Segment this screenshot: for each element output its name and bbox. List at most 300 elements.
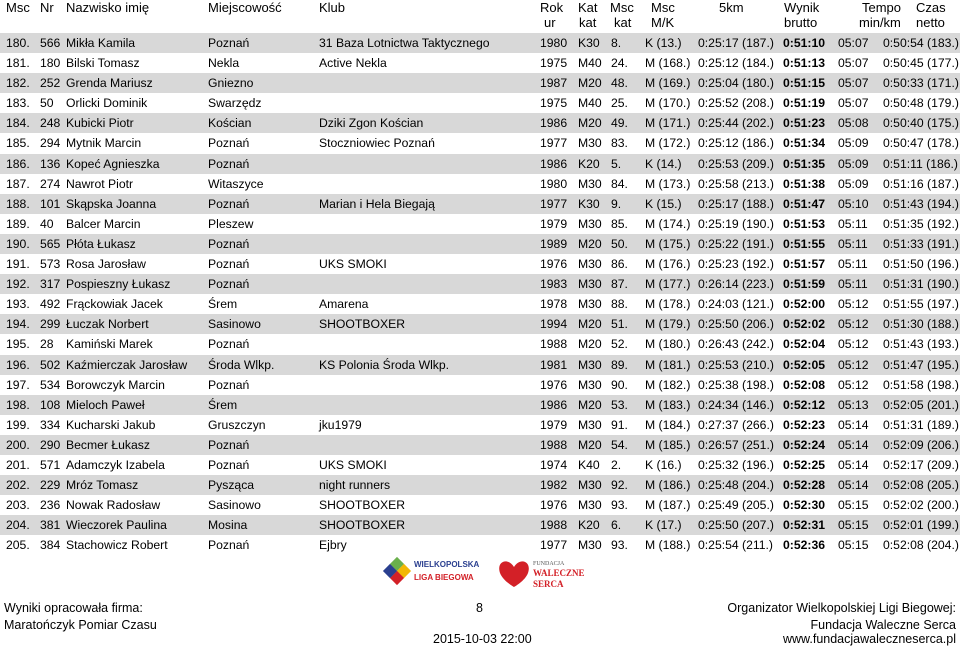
cell-gender-place: M (186.)	[645, 478, 691, 493]
cell-runner-name: Stachowicz Robert	[66, 538, 168, 553]
cell-position: 183.	[6, 96, 30, 111]
cell-city: Śrem	[208, 397, 238, 412]
cell-category-place: 92.	[611, 478, 628, 493]
cell-net-time: 0:51:31 (189.)	[883, 417, 959, 432]
cell-birth-year: 1977	[540, 538, 568, 553]
cell-pace: 05:14	[838, 478, 869, 493]
cell-birth-year: 1982	[540, 478, 568, 493]
cell-category-place: 86.	[611, 257, 628, 272]
cell-club: UKS SMOKI	[319, 457, 387, 472]
cell-net-time: 0:52:05 (201.)	[883, 397, 959, 412]
cell-category: M30	[578, 216, 602, 231]
cell-birth-year: 1988	[540, 518, 568, 533]
cell-city: Poznań	[208, 377, 250, 392]
cell-gender-place: M (182.)	[645, 377, 691, 392]
cell-pace: 05:11	[838, 216, 868, 231]
cell-birth-year: 1988	[540, 437, 568, 452]
cell-position: 195.	[6, 337, 30, 352]
cell-position: 185.	[6, 136, 30, 151]
cell-gross-time: 0:51:55	[783, 236, 826, 251]
cell-gender-place: M (181.)	[645, 357, 691, 372]
cell-category-place: 6.	[611, 518, 622, 533]
cell-runner-name: Kaźmierczak Jarosław	[66, 357, 188, 372]
cell-club: Stoczniowiec Poznań	[319, 136, 435, 151]
cell-net-time: 0:51:30 (188.)	[883, 317, 959, 332]
cell-pace: 05:09	[838, 176, 869, 191]
cell-city: Śrem	[208, 297, 238, 312]
cell-position: 193.	[6, 297, 30, 312]
cell-runner-name: Grenda Mariusz	[66, 76, 153, 91]
footer-company: Maratończyk Pomiar Czasu	[4, 618, 157, 632]
cell-category: M30	[578, 297, 602, 312]
cell-city: Poznań	[208, 277, 250, 292]
cell-position: 197.	[6, 377, 30, 392]
cell-pace: 05:12	[838, 377, 869, 392]
cell-pace: 05:14	[838, 437, 869, 452]
cell-gender-place: M (173.)	[645, 176, 691, 191]
cell-net-time: 0:51:33 (191.)	[883, 236, 959, 251]
cell-category-place: 93.	[611, 538, 628, 553]
cell-position: 203.	[6, 498, 30, 513]
cell-gender-place: M (176.)	[645, 257, 691, 272]
cell-pace: 05:07	[838, 56, 869, 71]
cell-position: 181.	[6, 56, 30, 71]
cell-5km-split: 0:25:49 (205.)	[698, 498, 774, 513]
cell-5km-split: 0:24:03 (121.)	[698, 297, 774, 312]
cell-category: M30	[578, 417, 602, 432]
cell-5km-split: 0:25:19 (190.)	[698, 216, 774, 231]
header-czas: Czas	[916, 0, 946, 15]
cell-bib-number: 492	[40, 297, 61, 312]
cell-city: Poznań	[208, 538, 250, 553]
logo-right-line1: FUNDACJA	[533, 561, 565, 567]
cell-city: Swarzędz	[208, 96, 262, 111]
cell-bib-number: 573	[40, 257, 61, 272]
cell-birth-year: 1976	[540, 257, 568, 272]
cell-gender-place: M (188.)	[645, 538, 691, 553]
cell-bib-number: 229	[40, 478, 61, 493]
cell-net-time: 0:51:11 (186.)	[883, 156, 958, 171]
cell-category: M20	[578, 317, 602, 332]
cell-bib-number: 290	[40, 437, 61, 452]
cell-gross-time: 0:52:08	[783, 377, 826, 392]
cell-category-place: 83.	[611, 136, 628, 151]
cell-birth-year: 1977	[540, 136, 568, 151]
cell-category: M40	[578, 96, 602, 111]
cell-birth-year: 1986	[540, 116, 568, 131]
cell-net-time: 0:51:47 (195.)	[883, 357, 959, 372]
cell-net-time: 0:51:43 (194.)	[883, 196, 959, 211]
cell-city: Poznań	[208, 236, 250, 251]
cell-net-time: 0:52:01 (199.)	[883, 518, 959, 533]
cell-position: 192.	[6, 277, 30, 292]
cell-bib-number: 317	[40, 277, 61, 292]
cell-gender-place: K (14.)	[645, 156, 682, 171]
cell-gross-time: 0:52:12	[783, 397, 826, 412]
cell-category-place: 49.	[611, 116, 628, 131]
table-row	[0, 194, 960, 214]
cell-5km-split: 0:25:54 (211.)	[698, 538, 773, 553]
cell-city: Poznań	[208, 196, 250, 211]
table-row	[0, 174, 960, 194]
cell-gender-place: M (172.)	[645, 136, 691, 151]
cell-birth-year: 1976	[540, 377, 568, 392]
cell-birth-year: 1978	[540, 297, 568, 312]
cell-bib-number: 502	[40, 357, 61, 372]
cell-gender-place: M (187.)	[645, 498, 691, 513]
cell-gross-time: 0:52:00	[783, 297, 826, 312]
cell-net-time: 0:51:55 (197.)	[883, 297, 959, 312]
cell-category: M30	[578, 478, 602, 493]
footer-foundation: Fundacja Waleczne Serca	[810, 618, 956, 632]
cell-5km-split: 0:25:58 (213.)	[698, 176, 774, 191]
cell-category-place: 8.	[611, 36, 622, 50]
cell-gender-place: M (179.)	[645, 317, 691, 332]
cell-gross-time: 0:51:23	[783, 116, 826, 131]
cell-net-time: 0:51:35 (192.)	[883, 216, 959, 231]
cell-city: Nekla	[208, 56, 240, 71]
cell-5km-split: 0:25:12 (184.)	[698, 56, 774, 71]
wielkopolska-liga-biegowa-logo	[383, 557, 480, 585]
cell-gender-place: M (171.)	[645, 116, 691, 131]
cell-club: SHOOTBOXER	[319, 317, 406, 332]
cell-birth-year: 1974	[540, 457, 568, 472]
header-msc-mk-sub: M/K	[651, 15, 675, 30]
cell-pace: 05:07	[838, 36, 869, 50]
cell-bib-number: 40	[40, 216, 54, 231]
table-row	[0, 274, 960, 294]
cell-gross-time: 0:51:13	[783, 56, 826, 71]
cell-pace: 05:15	[838, 518, 869, 533]
cell-bib-number: 136	[40, 156, 61, 171]
cell-bib-number: 565	[40, 236, 61, 251]
cell-runner-name: Rosa Jarosław	[66, 257, 146, 272]
cell-city: Środa Wlkp.	[208, 357, 275, 372]
cell-club: 31 Baza Lotnictwa Taktycznego	[319, 36, 490, 50]
cell-birth-year: 1986	[540, 397, 568, 412]
cell-gross-time: 0:52:23	[783, 417, 826, 432]
cell-gender-place: M (185.)	[645, 437, 691, 452]
header-club: Klub	[319, 0, 346, 15]
cell-birth-year: 1975	[540, 96, 568, 111]
footer-results-by: Wyniki opracowała firma:	[4, 601, 143, 615]
cell-gross-time: 0:52:05	[783, 357, 826, 372]
cell-gross-time: 0:51:53	[783, 216, 826, 231]
cell-pace: 05:12	[838, 357, 869, 372]
cell-gross-time: 0:52:30	[783, 498, 826, 513]
cell-club: Dziki Zgon Kościan	[319, 116, 424, 131]
table-row	[0, 475, 960, 495]
cell-gender-place: K (15.)	[645, 196, 682, 211]
cell-gender-place: M (183.)	[645, 397, 691, 412]
header-wynik: Wynik	[784, 0, 820, 15]
cell-category: K30	[578, 36, 600, 50]
cell-position: 190.	[6, 236, 30, 251]
cell-category-place: 91.	[611, 417, 628, 432]
cell-city: Poznań	[208, 257, 250, 272]
cell-net-time: 0:50:48 (179.)	[883, 96, 959, 111]
cell-birth-year: 1994	[540, 317, 568, 332]
cell-city: Witaszyce	[208, 176, 264, 191]
cell-gross-time: 0:51:34	[783, 136, 826, 151]
cell-5km-split: 0:25:22 (191.)	[698, 236, 774, 251]
header-rok-ur: ur	[544, 15, 556, 30]
cell-category: M30	[578, 257, 602, 272]
cell-club: SHOOTBOXER	[319, 498, 406, 513]
footer-organizer: Organizator Wielkopolskiej Ligi Biegowej:	[727, 601, 956, 615]
table-row	[0, 214, 960, 234]
cell-net-time: 0:52:17 (209.)	[883, 457, 959, 472]
table-row	[0, 294, 960, 314]
cell-position: 194.	[6, 317, 30, 332]
cell-city: Poznań	[208, 337, 250, 352]
cell-gross-time: 0:52:04	[783, 337, 826, 352]
cell-pace: 05:14	[838, 417, 869, 432]
cell-city: Kościan	[208, 116, 252, 131]
cell-pace: 05:15	[838, 538, 869, 553]
cell-runner-name: Mieloch Paweł	[66, 397, 145, 412]
cell-runner-name: Kopeć Agnieszka	[66, 156, 160, 171]
cell-gross-time: 0:51:47	[783, 196, 826, 211]
cell-position: 205.	[6, 538, 30, 553]
cell-5km-split: 0:26:43 (242.)	[698, 337, 774, 352]
cell-pace: 05:09	[838, 136, 869, 151]
cell-gross-time: 0:52:28	[783, 478, 826, 493]
cell-bib-number: 28	[40, 337, 54, 352]
cell-position: 188.	[6, 196, 30, 211]
cell-5km-split: 0:26:14 (223.)	[698, 277, 774, 292]
cell-category: K20	[578, 518, 600, 533]
header-msc-mk: Msc	[651, 0, 675, 15]
cell-city: Sasinowo	[208, 317, 261, 332]
cell-category: M20	[578, 76, 602, 91]
cell-bib-number: 334	[40, 417, 61, 432]
cell-bib-number: 108	[40, 397, 61, 412]
cell-pace: 05:07	[838, 96, 869, 111]
cell-pace: 05:07	[838, 76, 869, 91]
cell-position: 198.	[6, 397, 30, 412]
cell-category: M20	[578, 337, 602, 352]
cell-category-place: 90.	[611, 377, 628, 392]
cell-gender-place: K (16.)	[645, 457, 682, 472]
cell-city: Sasinowo	[208, 498, 261, 513]
header-wynik-sub: brutto	[784, 15, 818, 30]
cell-pace: 05:11	[838, 236, 868, 251]
cell-runner-name: Nawrot Piotr	[66, 176, 134, 191]
cell-gender-place: M (184.)	[645, 417, 691, 432]
cell-gross-time: 0:52:24	[783, 437, 826, 452]
cell-runner-name: Nowak Radosław	[66, 498, 161, 513]
cell-city: Gniezno	[208, 76, 254, 91]
cell-position: 191.	[6, 257, 30, 272]
cell-category-place: 2.	[611, 457, 622, 472]
cell-gross-time: 0:51:59	[783, 277, 826, 292]
cell-category: M30	[578, 136, 602, 151]
cell-gross-time: 0:51:57	[783, 257, 826, 272]
cell-category: M40	[578, 56, 602, 71]
cell-category-place: 25.	[611, 96, 628, 111]
cell-city: Pleszew	[208, 216, 254, 231]
cell-runner-name: Adamczyk Izabela	[66, 457, 165, 472]
logo-right-line3: SERCA	[533, 579, 564, 589]
header-city: Miejscowość	[208, 0, 282, 15]
cell-position: 184.	[6, 116, 30, 131]
table-row	[0, 355, 960, 375]
cell-birth-year: 1976	[540, 498, 568, 513]
cell-gender-place: K (17.)	[645, 518, 682, 533]
cell-pace: 05:09	[838, 156, 869, 171]
cell-bib-number: 274	[40, 176, 61, 191]
cell-position: 182.	[6, 76, 30, 91]
cell-city: Poznań	[208, 36, 250, 50]
cell-category-place: 9.	[611, 196, 622, 211]
cell-5km-split: 0:24:34 (146.)	[698, 397, 774, 412]
cell-category: M30	[578, 357, 602, 372]
cell-net-time: 0:51:50 (196.)	[883, 257, 959, 272]
cell-bib-number: 180	[40, 56, 61, 71]
table-row	[0, 33, 960, 53]
cell-pace: 05:13	[838, 397, 869, 412]
cell-runner-name: Orlicki Dominik	[66, 96, 148, 111]
cell-birth-year: 1977	[540, 196, 568, 211]
cell-gender-place: M (170.)	[645, 96, 691, 111]
cell-category: K30	[578, 196, 600, 211]
header-tempo-sub: min/km	[859, 15, 901, 30]
logo-left-line2: LIGA BIEGOWA	[414, 573, 474, 582]
cell-pace: 05:11	[838, 257, 868, 272]
cell-bib-number: 252	[40, 76, 61, 91]
cell-pace: 05:12	[838, 317, 869, 332]
cell-runner-name: Skąpska Joanna	[66, 196, 157, 211]
table-row	[0, 395, 960, 415]
cell-net-time: 0:52:08 (205.)	[883, 478, 959, 493]
cell-category-place: 51.	[611, 317, 628, 332]
cell-gross-time: 0:51:15	[783, 76, 826, 91]
cell-position: 201.	[6, 457, 30, 472]
table-row	[0, 455, 960, 475]
cell-bib-number: 248	[40, 116, 61, 131]
cell-net-time: 0:51:16 (187.)	[883, 176, 959, 191]
cell-bib-number: 534	[40, 377, 61, 392]
cell-category: M20	[578, 116, 602, 131]
cell-5km-split: 0:25:53 (210.)	[698, 357, 774, 372]
logo-left-line1: WIELKOPOLSKA	[414, 560, 480, 569]
cell-birth-year: 1987	[540, 76, 568, 91]
cell-position: 196.	[6, 357, 30, 372]
cell-5km-split: 0:26:57 (251.)	[698, 437, 774, 452]
cell-category-place: 53.	[611, 397, 628, 412]
cell-runner-name: Płóta Łukasz	[66, 236, 136, 251]
cell-net-time: 0:50:33 (171.)	[883, 76, 959, 91]
cell-runner-name: Mróz Tomasz	[66, 478, 139, 493]
cell-5km-split: 0:25:38 (198.)	[698, 377, 774, 392]
cell-bib-number: 50	[40, 96, 54, 111]
cell-5km-split: 0:27:37 (266.)	[698, 417, 774, 432]
footer-website: www.fundacjawaleczneserca.pl	[782, 632, 956, 646]
cell-gender-place: M (178.)	[645, 297, 691, 312]
cell-category: M30	[578, 538, 602, 553]
cell-category: K40	[578, 457, 600, 472]
cell-5km-split: 0:25:53 (209.)	[698, 156, 774, 171]
cell-5km-split: 0:25:17 (187.)	[698, 36, 774, 50]
cell-bib-number: 299	[40, 317, 61, 332]
cell-birth-year: 1979	[540, 417, 568, 432]
cell-gender-place: M (175.)	[645, 236, 691, 251]
cell-city: Poznań	[208, 156, 250, 171]
cell-category-place: 52.	[611, 337, 628, 352]
cell-bib-number: 101	[40, 196, 61, 211]
cell-city: Pysząca	[208, 478, 255, 493]
cell-gross-time: 0:52:31	[783, 518, 826, 533]
cell-net-time: 0:50:47 (178.)	[883, 136, 959, 151]
cell-runner-name: Frąckowiak Jacek	[66, 297, 163, 312]
cell-category: M30	[578, 377, 602, 392]
cell-bib-number: 566	[40, 36, 61, 50]
cell-gender-place: M (174.)	[645, 216, 691, 231]
header-tempo: Tempo	[862, 0, 902, 15]
header-msc-kat: Msc	[610, 0, 634, 15]
cell-gender-place: M (180.)	[645, 337, 691, 352]
cell-category-place: 54.	[611, 437, 628, 452]
cell-bib-number: 381	[40, 518, 61, 533]
cell-5km-split: 0:25:04 (180.)	[698, 76, 774, 91]
header-rok: Rok	[540, 0, 564, 15]
cell-category-place: 87.	[611, 277, 628, 292]
cell-net-time: 0:50:40 (175.)	[883, 116, 959, 131]
cell-birth-year: 1975	[540, 56, 568, 71]
page-number: 8	[476, 601, 483, 615]
cell-position: 202.	[6, 478, 30, 493]
header-msc-kat-sub: kat	[614, 15, 632, 30]
cell-bib-number: 236	[40, 498, 61, 513]
cell-position: 204.	[6, 518, 30, 533]
cell-gross-time: 0:51:38	[783, 176, 826, 191]
table-row	[0, 254, 960, 274]
table-row	[0, 314, 960, 334]
table-header	[0, 0, 960, 30]
cell-club: KS Polonia Środa Wlkp.	[319, 357, 450, 372]
cell-category: K20	[578, 156, 600, 171]
cell-pace: 05:11	[838, 277, 868, 292]
cell-gross-time: 0:52:25	[783, 457, 826, 472]
cell-birth-year: 1983	[540, 277, 568, 292]
cell-runner-name: Borowczyk Marcin	[66, 377, 165, 392]
cell-position: 189.	[6, 216, 30, 231]
cell-5km-split: 0:25:12 (186.)	[698, 136, 774, 151]
header-msc: Msc	[6, 0, 30, 15]
cell-position: 186.	[6, 156, 30, 171]
cell-category-place: 88.	[611, 297, 628, 312]
cell-runner-name: Kucharski Jakub	[66, 417, 156, 432]
cell-net-time: 0:50:54 (183.)	[883, 36, 959, 50]
cell-runner-name: Mytnik Marcin	[66, 136, 142, 151]
cell-birth-year: 1980	[540, 36, 568, 50]
cell-category-place: 89.	[611, 357, 628, 372]
cell-birth-year: 1980	[540, 176, 568, 191]
table-row	[0, 133, 960, 153]
cell-net-time: 0:51:43 (193.)	[883, 337, 959, 352]
cell-net-time: 0:52:08 (204.)	[883, 538, 959, 553]
cell-gender-place: M (177.)	[645, 277, 691, 292]
cell-5km-split: 0:25:50 (206.)	[698, 317, 774, 332]
cell-runner-name: Balcer Marcin	[66, 216, 141, 231]
cell-net-time: 0:52:02 (200.)	[883, 498, 959, 513]
cell-5km-split: 0:25:23 (192.)	[698, 257, 774, 272]
logo-right-line2: WALECZNE	[533, 568, 585, 578]
cell-pace: 05:08	[838, 116, 869, 131]
header-nr: Nr	[40, 0, 54, 15]
cell-runner-name: Becmer Łukasz	[66, 437, 150, 452]
